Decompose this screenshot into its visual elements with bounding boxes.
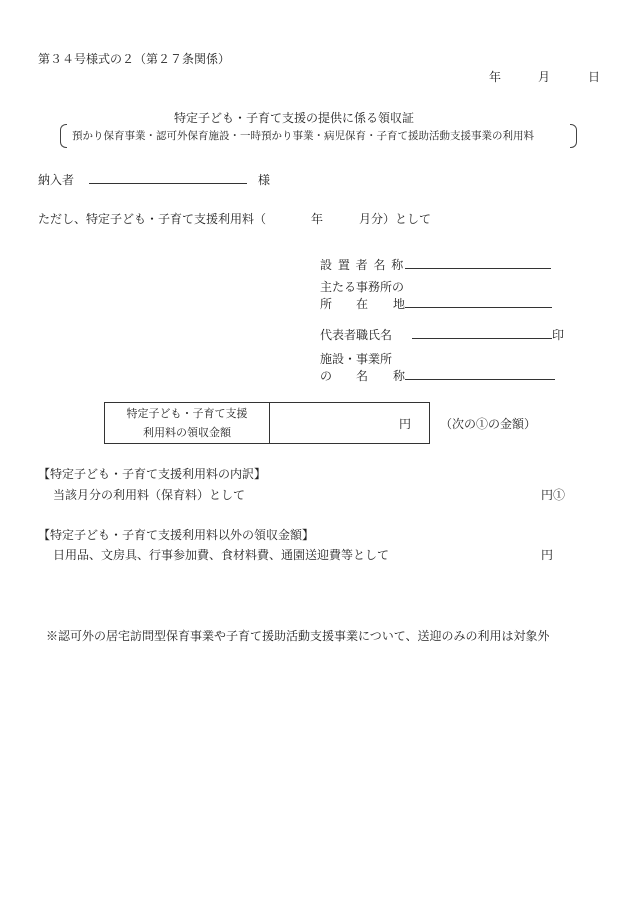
facility-label-c: 称	[393, 369, 406, 383]
facility-label-b: 名	[356, 369, 369, 383]
page-subtitle: 預かり保育事業・認可外保育施設・一時預かり事業・病児保育・子育て援助活動支援事業の利用料	[72, 130, 534, 142]
facility-label-line1: 施設・事業所	[320, 352, 393, 366]
office-label-c: 地	[393, 297, 406, 311]
office-label-a: 所	[320, 297, 333, 311]
other-heading: 【特定子ども・子育て支援利用料以外の領収金額】	[38, 528, 315, 542]
amount-label	[105, 403, 270, 443]
bracket-left	[60, 124, 67, 148]
date-month: 月	[538, 70, 551, 84]
establisher-line[interactable]	[405, 268, 551, 269]
payer-label: 納入者	[38, 173, 75, 187]
breakdown-yen: 円①	[541, 488, 566, 502]
proviso-prefix: ただし、特定子ども・子育て支援利用料（	[38, 212, 267, 226]
representative-label: 代表者職氏名	[320, 328, 393, 342]
date-day: 日	[588, 70, 601, 84]
breakdown-item: 当該月分の利用料（保育料）として	[53, 488, 246, 502]
proviso-month-suffix: 月分）として	[359, 212, 432, 226]
breakdown-heading: 【特定子ども・子育て支援利用料の内訳】	[38, 467, 267, 481]
facility-label-a: の	[320, 369, 333, 383]
amount-box	[104, 402, 430, 444]
amount-label-line2: 利用料の領収金額	[143, 426, 231, 439]
seal-mark: 印	[552, 328, 565, 342]
facility-name-line[interactable]	[405, 379, 555, 380]
amount-label-line1: 特定子ども・子育て支援	[126, 407, 248, 420]
amount-yen: 円	[399, 417, 412, 431]
amount-note: （次の①の金額）	[440, 417, 537, 431]
representative-line[interactable]	[412, 338, 552, 339]
bracket-right	[570, 124, 577, 148]
establisher-label: 設 置 者 名 称	[320, 258, 405, 272]
page-title: 特定子ども・子育て支援の提供に係る領収証	[174, 111, 415, 125]
date-year: 年	[489, 70, 502, 84]
office-label-line1: 主たる事務所の	[320, 280, 405, 294]
office-address-line[interactable]	[405, 307, 552, 308]
other-item: 日用品、文房具、行事参加費、食材料費、通園送迎費等として	[53, 548, 390, 562]
proviso-year: 年	[311, 212, 324, 226]
footnote: ※認可外の居宅訪問型保育事業や子育て援助活動支援事業について、送迎のみの利用は対象外	[46, 629, 550, 643]
payer-name-line[interactable]	[89, 183, 247, 184]
office-label-b: 在	[356, 297, 369, 311]
form-number: 第３４号様式の２（第２７条関係）	[38, 52, 231, 66]
other-yen: 円	[541, 548, 554, 562]
payer-honorific: 様	[258, 173, 271, 187]
